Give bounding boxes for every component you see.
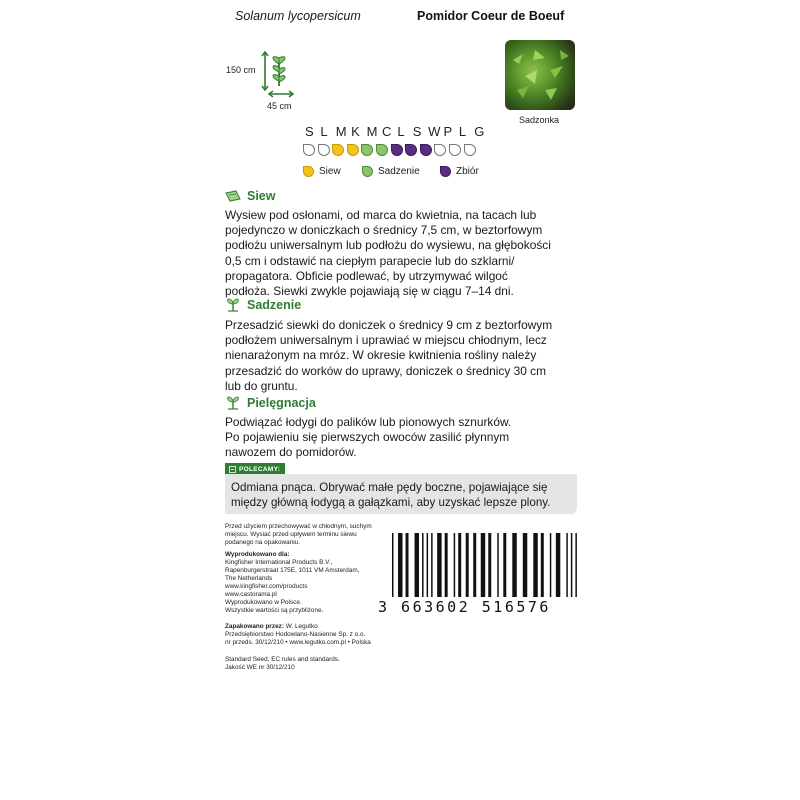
section-pielegnacja-text (225, 415, 580, 461)
calendar-month-marker (405, 144, 417, 156)
barcode-bar (437, 533, 441, 597)
month-letter: S (305, 124, 314, 139)
section-pielegnacja-title: Pielęgnacja (247, 396, 316, 410)
barcode-bar (523, 533, 527, 597)
storage-line: Przed użyciem przechowywać w chłodnym, suchym (225, 523, 372, 530)
barcode (392, 533, 580, 597)
latin-name (235, 9, 361, 23)
packed-by-name: W. Legutko (285, 623, 318, 630)
storage-note (225, 523, 375, 547)
packer-info (225, 623, 375, 647)
calendar-month-marker (449, 144, 461, 156)
barcode-bar (392, 533, 393, 597)
bookmark-icon (229, 466, 236, 473)
barcode-bar (503, 533, 506, 597)
calendar-month-marker (347, 144, 359, 156)
barcode-bar (427, 533, 428, 597)
standard-line: Standard Seed, EC rules and standards. (225, 656, 340, 663)
section-sadzenie-heading (225, 298, 301, 312)
legend-sow (303, 166, 341, 177)
calendar-row (303, 144, 476, 156)
month-letter: P (443, 124, 453, 139)
month-letter: L (397, 124, 405, 139)
producer-line: Wszystkie wartości są przybliżone. (225, 607, 324, 614)
barcode-bar (533, 533, 537, 597)
barcode-bar (398, 533, 402, 597)
text-line: Wysiew pod osłonami, od marca do kwietnia, na tacach lub (225, 208, 537, 222)
latin-species: lycopersicum (287, 9, 361, 23)
month-letter: L (458, 124, 467, 139)
standard-info (225, 656, 375, 672)
sow-icon (303, 166, 314, 177)
calendar-month-marker (420, 144, 432, 156)
calendar-month-marker (318, 144, 330, 156)
text-line: przesadzić do worków do uprawy, doniczek o średnicy 30 cm (225, 363, 546, 378)
barcode-bar (571, 533, 572, 597)
producer-line: www.kingfisher.com/products (225, 583, 308, 590)
barcode-bar (406, 533, 409, 597)
photo-caption: Sadzonka (519, 115, 560, 125)
text-line: Podwiązać łodygi do palików lub pionowych sznurków. (225, 415, 512, 429)
packer-line: Przedsiębiorstwo Hodowlano-Nasienne Sp. z o.o. (225, 631, 366, 638)
barcode-bar (454, 533, 455, 597)
legend-harvest (440, 166, 479, 177)
variety-name: Pomidor Coeur de Boeuf (417, 9, 565, 23)
month-letter: L (320, 124, 328, 139)
text-line: nawozem do pomidorów. (225, 445, 357, 460)
produced-for-label: Wyprodukowano dla: (225, 551, 290, 558)
legend-sow-label: Siew (319, 166, 341, 177)
barcode-bar (497, 533, 498, 597)
storage-line: podanego na opakowaniu. (225, 539, 300, 546)
tip-line: między główną łodygą a gałązkami, aby uzyskać lepsze plony. (231, 496, 551, 509)
calendar-month-marker (391, 144, 403, 156)
latin-genus: Solanum (235, 9, 285, 23)
calendar-month-marker (361, 144, 373, 156)
barcode-bar (550, 533, 551, 597)
month-letter: M (335, 124, 347, 139)
barcode-bar (575, 533, 576, 597)
legend-harvest-label: Zbiór (456, 166, 479, 177)
section-siew-heading (225, 189, 276, 203)
calendar-month-marker (376, 144, 388, 156)
text-line: 0,5 cm i odstawić na ciepłym parapecie lub do szklarni/ (225, 253, 515, 268)
plant-icon (362, 166, 373, 177)
month-letter: M (366, 124, 378, 139)
producer-line: The Netherlands (225, 575, 273, 582)
text-line: Przesadzić siewki do doniczek o średnicy 9 cm z beztorfowym (225, 318, 553, 332)
text-line: propagatora. Obficie podlewać, by utrzymywać wilgoć (225, 268, 508, 283)
month-letter: C (381, 124, 392, 139)
barcode-bar (473, 533, 476, 597)
producer-line: Wyprodukowano w Polsce. (225, 599, 302, 606)
month-letter: W (428, 124, 441, 139)
text-line: podłożu uniwersalnym lub podłożu do wysiewu, na głębokości (225, 238, 551, 253)
legend-plant-label: Sadzenie (378, 166, 420, 177)
text-line: nienarażonym na mróz. W okresie kwitnienia rośliny należy (225, 348, 537, 363)
section-siew-text (225, 208, 580, 299)
packed-by-label: Zapakowano przez: (225, 623, 284, 630)
text-line: pojedynczo w doniczkach o średnicy 7,5 cm, w beztorfowym (225, 223, 543, 238)
barcode-number: 3 663602 516576 (378, 598, 551, 616)
sprout-icon (225, 298, 241, 312)
watering-sprout-icon (225, 396, 241, 410)
section-siew-title: Siew (247, 189, 276, 203)
text-line: Po pojawieniu się pierwszych owoców zasilić płynnym (225, 430, 510, 445)
barcode-bar (458, 533, 461, 597)
barcode-bar (431, 533, 432, 597)
producer-line: Rapenburgerstraat 175E, 1011 VM Amsterdam, (225, 567, 360, 574)
plant-spacing: 45 cm (267, 101, 292, 111)
barcode-bar (422, 533, 423, 597)
producer-line: Kingfisher International Products B.V., (225, 559, 333, 566)
producer-info (225, 551, 375, 615)
producer-line: www.castorama.pl (225, 591, 277, 598)
storage-line: miejscu. Wysiać przed upływem terminu siewu (225, 531, 357, 538)
barcode-bar (566, 533, 567, 597)
seed-packet-icon (225, 190, 241, 202)
section-sadzenie-text (225, 318, 580, 394)
barcode-bar (488, 533, 491, 597)
barcode-bar (512, 533, 516, 597)
packer-line: nr przeds. 30/12/210 • www.legutko.com.pl • Polska (225, 639, 371, 646)
barcode-bar (466, 533, 469, 597)
barcode-bar (481, 533, 485, 597)
month-letter: K (351, 124, 360, 139)
plant-height: 150 cm (226, 65, 256, 75)
calendar-month-marker (332, 144, 344, 156)
calendar-month-marker (303, 144, 315, 156)
text-line: lub do gruntu. (225, 378, 298, 393)
section-sadzenie-title: Sadzenie (247, 298, 302, 312)
barcode-bar (541, 533, 544, 597)
barcode-bar (556, 533, 560, 597)
month-letter: G (474, 124, 485, 139)
tip-label-text: POLECAMY: (239, 465, 281, 473)
tip-box (225, 474, 577, 514)
text-line: podłoża. Siewki zwykle pojawiają się w ciągu 7–14 dni. (225, 284, 514, 299)
tip-line: Odmiana pnąca. Obrywać małe pędy boczne, pojawiające się (231, 481, 548, 494)
legend-plant (362, 166, 420, 177)
standard-line: Jakość WE nr 30/12/210 (225, 664, 295, 671)
calendar-month-marker (464, 144, 476, 156)
barcode-bar (445, 533, 448, 597)
month-row (305, 124, 490, 139)
seedling-photo (505, 40, 575, 110)
harvest-icon (440, 166, 451, 177)
calendar-month-marker (434, 144, 446, 156)
plant-size-icon (259, 50, 299, 100)
month-letter: S (412, 124, 422, 139)
seedling-leaves-icon (505, 40, 575, 110)
section-pielegnacja-heading (225, 396, 316, 410)
text-line: podłożem uniwersalnym i uprawiać w miejscu chłodnym, lecz (225, 333, 547, 348)
barcode-bar (415, 533, 419, 597)
